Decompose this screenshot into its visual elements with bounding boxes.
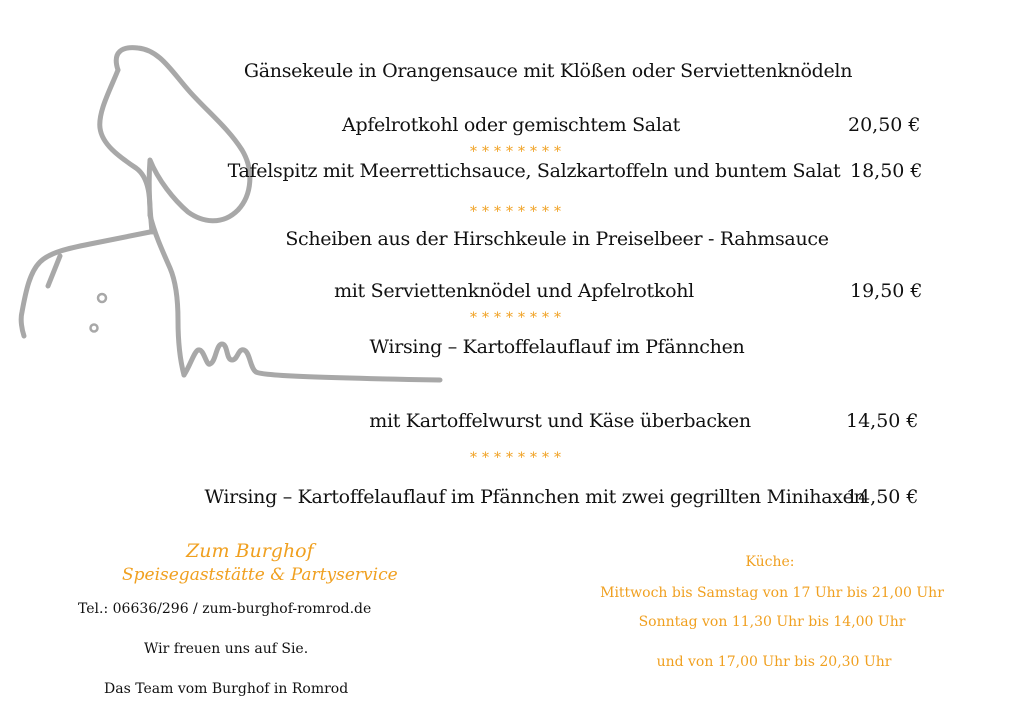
dish1-description-line2: Apfelrotkohl oder gemischtem Salat xyxy=(342,114,680,136)
separator-stars: ******** xyxy=(470,144,566,160)
dish3-description-line2: mit Serviettenknödel und Apfelrotkohl xyxy=(334,280,694,302)
dish1-description-line1: Gänsekeule in Orangensauce mit Klößen oder Serviettenknödeln xyxy=(243,60,853,82)
dish5-description: Wirsing – Kartoffelauflauf im Pfännchen mit zwei gegrillten Minihaxen xyxy=(204,486,866,508)
dish2-description: Tafelspitz mit Meerrettichsauce, Salzkartoffeln und buntem Salat xyxy=(227,160,841,182)
brand-subtitle: Speisegaststätte & Partyservice xyxy=(122,565,398,585)
kitchen-hours-sunday-evening: und von 17,00 Uhr bis 20,30 Uhr xyxy=(656,654,892,670)
kitchen-title: Küche: xyxy=(745,554,795,570)
dish3-description-line1: Scheiben aus der Hirschkeule in Preiselbeer - Rahmsauce xyxy=(285,228,829,250)
greeting: Wir freuen uns auf Sie. xyxy=(144,641,309,657)
dish5-price: 14,50 € xyxy=(846,486,919,508)
team-signature: Das Team vom Burghof in Romrod xyxy=(104,681,349,697)
separator-stars: ******** xyxy=(470,450,566,466)
dish4-price: 14,50 € xyxy=(846,410,919,432)
dish1-price: 20,50 € xyxy=(848,114,921,136)
dish4-description-line1: Wirsing – Kartoffelauflauf im Pfännchen xyxy=(369,336,745,358)
kitchen-hours-weekday: Mittwoch bis Samstag von 17 Uhr bis 21,00 Uhr xyxy=(600,585,944,601)
dish4-description-line2: mit Kartoffelwurst und Käse überbacken xyxy=(369,410,751,432)
kitchen-hours-sunday: Sonntag von 11,30 Uhr bis 14,00 Uhr xyxy=(638,614,906,630)
separator-stars: ******** xyxy=(470,204,566,220)
contact-info: Tel.: 06636/296 / zum-burghof-romrod.de xyxy=(78,601,372,617)
dish3-price: 19,50 € xyxy=(850,280,923,302)
dish2-price: 18,50 € xyxy=(850,160,923,182)
brand-name: Zum Burghof xyxy=(186,540,314,562)
separator-stars: ******** xyxy=(470,310,566,326)
